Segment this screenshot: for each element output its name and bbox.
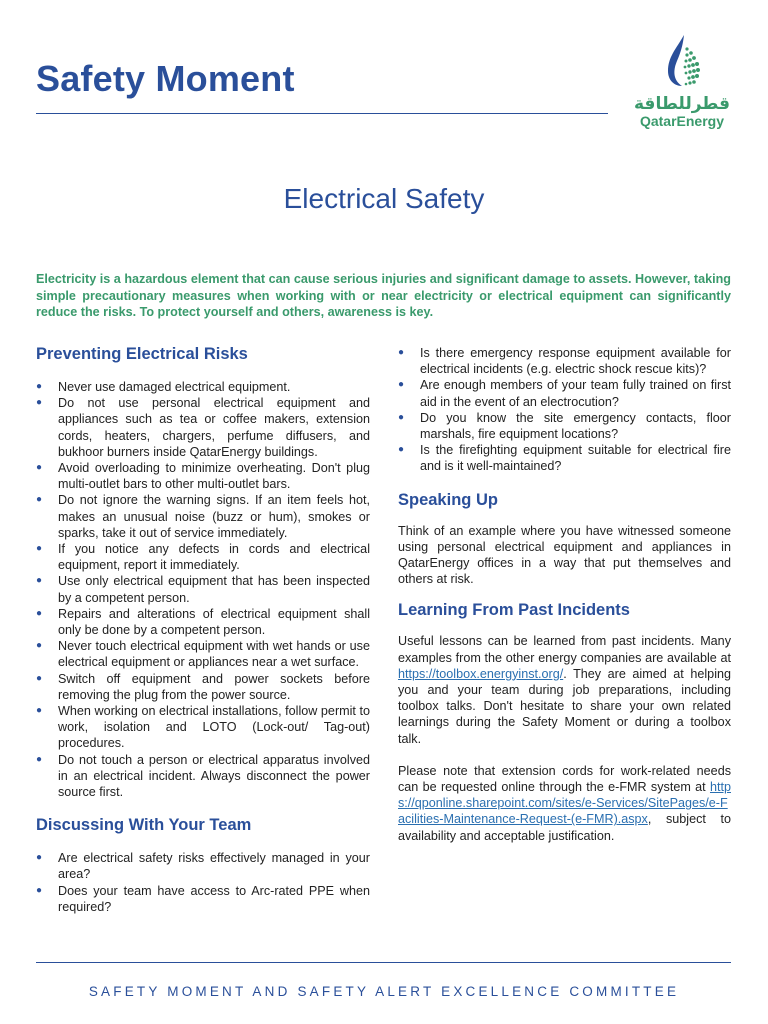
learning-paragraph-2: Please note that extension cords for work-related needs can be requested online through the e-FMR system at https://qponline.sharepoint.com/sites/e-Services/SitePages/e-Facilities-Maintenance-Request-(e-FMR).aspx, subject to availability and acceptable justification. (398, 763, 731, 843)
bullet-icon: ● (36, 575, 43, 587)
bullet-icon: ● (36, 462, 43, 474)
list-item: ● Do not ignore the warning signs. If an item feels hot, makes an unusual noise (buzz or hum), smokes or sparks, take it out of service immediately. (36, 493, 370, 540)
toolbox-link[interactable]: https://toolbox.energyinst.org/ (398, 666, 564, 681)
bullet-icon: ● (36, 640, 43, 652)
bullet-icon: ● (36, 852, 43, 864)
bullet-icon: ● (36, 884, 43, 896)
bullet-icon: ● (398, 411, 405, 423)
section-heading-learning: Learning From Past Incidents (398, 601, 630, 620)
list-item: ● Do not use personal electrical equipment and appliances such as tea or coffee makers, extension cords, heaters, chargers, perfume diffusers, and bukhoor burners inside QatarEnergy buildings. (36, 396, 370, 459)
section-heading-speaking: Speaking Up (398, 490, 498, 509)
bullet-icon: ● (36, 381, 43, 392)
list-item: ● Are enough members of your team fully trained on first aid in the event of an electrocution? (398, 378, 731, 409)
logo-latin-text: QatarEnergy (639, 113, 725, 129)
footer-text: SAFETY MOMENT AND SAFETY ALERT EXCELLENCE COMMITTEE (88, 984, 680, 999)
left-column (36, 343, 370, 915)
right-column (398, 345, 731, 844)
section-heading-discussing: Discussing With Your Team (36, 816, 252, 835)
intro-paragraph: Electricity is a hazardous element that can cause serious injuries and significant damage to assets. However, taking simple precautionary measures when working with or near electricity or electrical equipment can significantly reduce the risks. To protect yourself and others, awareness is key. (36, 272, 731, 320)
bullet-icon: ● (36, 543, 43, 555)
list-item: ● If you notice any defects in cords and electrical equipment, report it immediately. (36, 542, 370, 573)
discussing-list-left (36, 850, 370, 915)
footer-divider (36, 962, 731, 963)
section-heading-preventing: Preventing Electrical Risks (36, 345, 248, 363)
learning-paragraph-1: Useful lessons can be learned from past incidents. Many examples from the other energy companies are available at https://toolbox.energyinst.org/. They are aimed at helping you and your team during job preparations, including toolbox talks. Don't hesitate to share your own related learnings during the Safety Moment or during a toolbox talk. (398, 634, 731, 746)
bullet-icon: ● (36, 494, 43, 506)
qatarenergy-drop-icon (654, 33, 710, 93)
list-item: ● Are electrical safety risks effectively managed in your area? (36, 851, 370, 882)
logo-arabic-text: قطرللطاقة (634, 94, 730, 113)
list-item: ● Is the firefighting equipment suitable for electrical fire and is it well-maintained? (398, 443, 731, 474)
list-item: ● Do not touch a person or electrical apparatus involved in an electrical incident. Always disconnect the power source first. (36, 752, 370, 800)
list-item: ● Never touch electrical equipment with wet hands or use electrical equipment or appliances near a wet surface. (36, 639, 370, 670)
preventing-list (36, 379, 370, 800)
list-item: ● Never use damaged electrical equipment. (36, 380, 291, 394)
bullet-icon: ● (36, 397, 43, 409)
bullet-icon: ● (36, 705, 43, 717)
list-item: ● Does your team have access to Arc-rated PPE when required? (36, 883, 370, 914)
bullet-icon: ● (36, 607, 43, 619)
speaking-paragraph: Think of an example where you have witnessed someone using personal electrical equipment and appliances in QatarEnergy offices in a way that put themselves and others at risk. (398, 523, 731, 587)
header-divider (36, 113, 608, 114)
list-item: ● Repairs and alterations of electrical equipment shall only be done by a competent person. (36, 606, 370, 638)
bullet-icon: ● (398, 347, 405, 358)
document-title: Electrical Safety (283, 183, 485, 214)
list-item: ● Do you know the site emergency contacts, floor marshals, fire equipment locations? (398, 410, 731, 442)
list-item: ● Use only electrical equipment that has been inspected by a competent person. (36, 574, 370, 605)
list-item: ● Switch off equipment and power sockets before removing the plug from the power source. (36, 671, 370, 702)
bullet-icon: ● (398, 379, 405, 391)
discussing-list-right (398, 345, 731, 475)
list-item: ● Avoid overloading to minimize overheating. Don't plug multi-outlet bars to other multi-outlet bars. (36, 461, 370, 492)
bullet-icon: ● (398, 444, 405, 456)
list-item: ● When working on electrical installations, follow permit to work, isolation and LOTO (Lock-out/ Tag-out) procedures. (36, 704, 370, 751)
bullet-icon: ● (36, 672, 43, 684)
efmr-link[interactable]: https://qponline.sharepoint.com/sites/e-Services/SitePages/e-Facilities-Maintenance-Request-(e-FMR).aspx (398, 780, 731, 827)
qatarenergy-logo (632, 33, 732, 129)
bullet-icon: ● (36, 753, 43, 765)
header-title: Safety Moment (36, 58, 295, 99)
list-item: ● Is there emergency response equipment available for electrical incidents (e.g. electric shock rescue kits)? (398, 346, 731, 377)
